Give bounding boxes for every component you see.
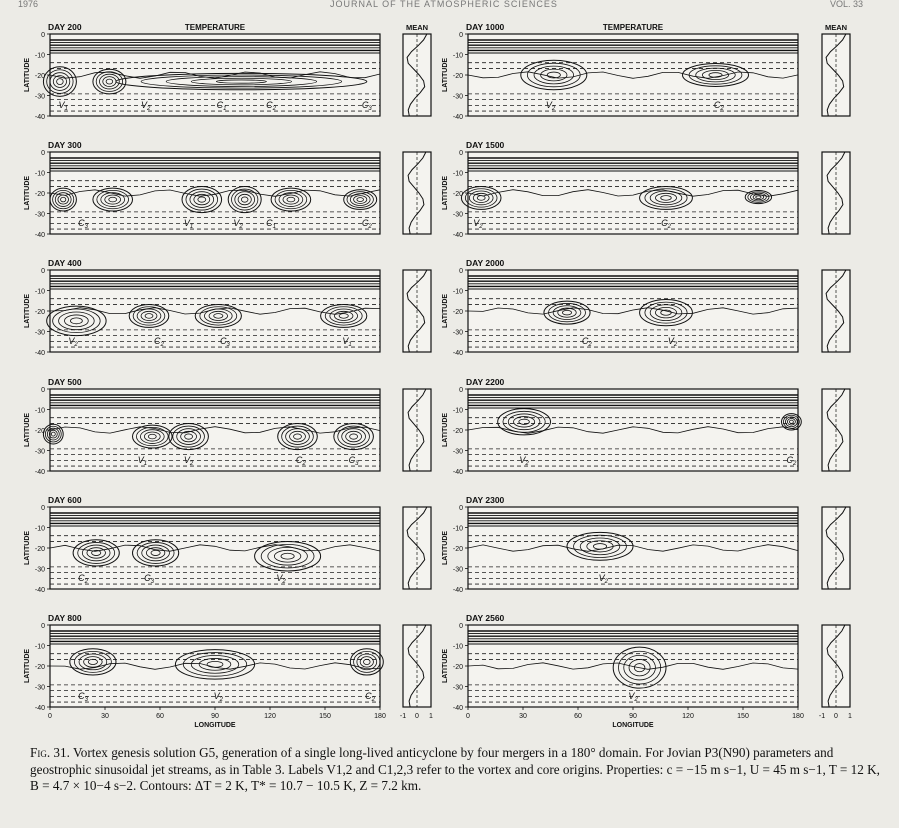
vortex-label: $C_2$: [153, 336, 164, 348]
vortex-label: $C_2$: [361, 218, 372, 230]
y-tick-label: -10: [34, 288, 45, 296]
vortex-label-subscript: 2: [219, 697, 223, 703]
journal-title: JOURNAL OF THE ATMOSPHERIC SCIENCES: [330, 0, 558, 8]
y-tick-label: -10: [452, 407, 463, 415]
y-tick-label: -10: [452, 288, 463, 296]
vortex-label-subscript: 3: [84, 697, 88, 703]
latitude-label: LATITUDE: [24, 412, 31, 448]
y-tick-label: -40: [452, 705, 463, 712]
x-tick-label: 30: [101, 713, 109, 720]
vortex-label: $C_3$: [144, 573, 154, 585]
y-tick-label: -10: [34, 525, 45, 533]
panel-day-2560: [442, 613, 850, 712]
vortex-label-subscript: 2: [272, 106, 277, 112]
vortex-label: $V_2$: [598, 573, 608, 585]
vortex-label: $V_2$: [183, 455, 194, 467]
vortex-label-subscript: 2: [792, 461, 797, 467]
vortex-label: $V_2$: [628, 691, 638, 703]
latitude-label: LATITUDE: [24, 175, 31, 211]
vortex-label-subscript: 2: [720, 106, 724, 112]
x-tick-label: 90: [211, 713, 219, 720]
mean-label: MEAN: [405, 23, 429, 32]
vortex-label-subscript: 2: [368, 224, 372, 230]
panel-day-label: DAY 2560: [466, 613, 505, 623]
y-tick-label: -20: [452, 428, 463, 435]
y-tick-label: -30: [452, 684, 463, 692]
y-tick-label: -20: [34, 191, 45, 198]
vortex-label-subscript: 1: [143, 461, 148, 467]
vortex-label-subscript: 3: [368, 106, 372, 112]
y-tick-label: -40: [34, 114, 45, 121]
x-tick-label: 180: [374, 713, 386, 720]
mean-tick-label: 0: [834, 713, 838, 720]
temperature-label: TEMPERATURE: [184, 23, 246, 32]
panel-day-2000: [442, 258, 850, 357]
vortex-label: $C_3$: [78, 691, 88, 703]
x-tick-label: 150: [319, 713, 331, 720]
y-tick-label: 0: [459, 505, 463, 512]
x-tick-label: 120: [264, 713, 276, 720]
y-tick-label: -20: [452, 664, 463, 671]
longitude-label: LONGITUDE: [194, 722, 236, 729]
mean-tick-label: 0: [415, 713, 419, 720]
panel-day-label: DAY 1500: [466, 140, 505, 150]
y-tick-label: -20: [34, 309, 45, 316]
y-tick-label: 0: [459, 268, 463, 275]
vortex-label-subscript: 2: [74, 342, 78, 348]
vortex-label-subscript: 2: [371, 697, 376, 703]
vortex-label-subscript: 1: [223, 106, 227, 112]
vortex-label-subscript: 2: [239, 224, 243, 230]
y-tick-label: 0: [41, 268, 45, 275]
vortex-label: $C_2$: [78, 573, 88, 585]
y-tick-label: -10: [452, 643, 463, 651]
vortex-label: $V_2$: [233, 218, 243, 230]
y-tick-label: -30: [34, 684, 45, 692]
vortex-label: $C_3$: [361, 100, 372, 112]
panel-day-label: DAY 500: [48, 377, 82, 387]
vortex-label: $C_2$: [581, 336, 592, 348]
y-tick-label: -30: [34, 211, 45, 219]
vortex-label: $V_2$: [276, 573, 286, 585]
y-tick-label: 0: [41, 32, 45, 39]
vortex-label-subscript: 3: [84, 224, 88, 230]
vortex-label-subscript: 3: [355, 461, 359, 467]
y-tick-label: 0: [459, 150, 463, 157]
volume-number: VOL. 33: [830, 0, 864, 8]
y-tick-label: -40: [34, 587, 45, 594]
vortex-label: $C_3$: [348, 455, 359, 467]
y-tick-label: -40: [452, 469, 463, 476]
caption-label: Fig. 31.: [30, 745, 70, 760]
vortex-label: $V_2$: [68, 336, 78, 348]
panel-day-label: DAY 200: [48, 22, 82, 32]
panel-day-400: [24, 258, 431, 357]
latitude-label: LATITUDE: [24, 293, 31, 329]
vortex-label: $C_2$: [295, 455, 306, 467]
mean-label: MEAN: [824, 23, 848, 32]
y-tick-label: 0: [459, 32, 463, 39]
temperature-label: TEMPERATURE: [602, 23, 664, 32]
x-tick-label: 60: [156, 713, 164, 720]
vortex-label: $V_2$: [667, 336, 678, 348]
y-tick-label: -30: [34, 448, 45, 456]
panel-frame: [50, 389, 380, 471]
y-tick-label: -20: [34, 664, 45, 671]
vortex-label: $C_2$: [266, 100, 277, 112]
page-year: 1976: [18, 0, 39, 8]
y-tick-label: -40: [34, 350, 45, 357]
x-tick-label: 0: [48, 713, 52, 720]
latitude-label: LATITUDE: [442, 648, 449, 684]
panel-day-label: DAY 600: [48, 495, 82, 505]
panel-frame: [468, 389, 798, 471]
x-tick-label: 0: [466, 713, 470, 720]
mean-tick-label: 1: [848, 713, 852, 720]
y-tick-label: -20: [452, 73, 463, 80]
y-tick-label: -10: [452, 52, 463, 60]
vortex-label: $V_1$: [58, 100, 68, 112]
latitude-label: LATITUDE: [24, 648, 31, 684]
vortex-label-subscript: 2: [604, 579, 608, 585]
latitude-label: LATITUDE: [442, 530, 449, 566]
panel-day-800: [24, 613, 431, 712]
y-tick-label: -20: [452, 309, 463, 316]
vortex-label-subscript: 2: [673, 342, 678, 348]
panel-day-label: DAY 2000: [466, 258, 505, 268]
vortex-label: $V_2$: [519, 455, 529, 467]
y-tick-label: -30: [452, 448, 463, 456]
y-tick-label: 0: [459, 387, 463, 394]
vortex-label: $C_1$: [266, 218, 277, 230]
panel-day-1000: [442, 22, 850, 121]
y-tick-label: -30: [452, 566, 463, 574]
vortex-label: $C_2$: [661, 218, 671, 230]
vortex-label-subscript: 2: [147, 106, 151, 112]
vortex-label: $V_1$: [137, 455, 148, 467]
y-tick-label: -20: [34, 73, 45, 80]
vortex-label-subscript: 2: [525, 461, 529, 467]
mean-tick-label: 1: [429, 713, 433, 720]
y-tick-label: 0: [459, 623, 463, 630]
longitude-label: LONGITUDE: [612, 722, 654, 729]
latitude-label: LATITUDE: [442, 412, 449, 448]
vortex-label-subscript: 1: [64, 106, 68, 112]
panel-day-200: [24, 22, 431, 121]
panel-day-600: [24, 495, 431, 594]
y-tick-label: 0: [41, 623, 45, 630]
y-tick-label: -30: [34, 329, 45, 337]
vortex-label: $C_2$: [365, 691, 376, 703]
vortex-label-subscript: 1: [272, 224, 277, 230]
vortex-label-subscript: 2: [84, 579, 88, 585]
y-tick-label: -20: [34, 428, 45, 435]
mean-tick-label: -1: [818, 713, 826, 720]
vortex-label-subscript: 2: [634, 697, 638, 703]
panel-day-2300: [442, 495, 850, 594]
y-tick-label: -40: [34, 232, 45, 239]
panel-day-1500: [442, 140, 850, 239]
vortex-label: $C_2$: [713, 100, 724, 112]
figure-caption: [30, 745, 880, 795]
y-tick-label: -30: [34, 566, 45, 574]
y-tick-label: -20: [452, 191, 463, 198]
vortex-label-subscript: 2: [302, 461, 306, 467]
vortex-label-subscript: 2: [282, 579, 286, 585]
panel-day-500: [24, 377, 431, 476]
caption-text: Vortex genesis solution G5, generation of a single long-lived anticyclone by four mergers in a 180° domain. For Jovian P3(N90) parameters and geostrophic sinusoidal jet streams, as in Table 3. Labels V1,2 and C1,2,3 refer to the vortex and core origins. Properties: c = −15 m s−1, U = 45 m s−1, T = 12 K, B = 4.7 × 10−4 s−2. Contours: ΔT = 2 K, T* = 10.7 − 10.5 K, Z = 7.2 km.: [30, 745, 880, 793]
vortex-label: $C_3$: [219, 336, 230, 348]
mean-tick-label: -1: [399, 713, 407, 720]
vortex-label: $V_1$: [183, 218, 194, 230]
y-tick-label: 0: [41, 150, 45, 157]
vortex-label-subscript: 2: [667, 224, 671, 230]
vortex-label-subscript: 2: [588, 342, 592, 348]
vortex-label: $V_2$: [545, 100, 556, 112]
x-tick-label: 60: [574, 713, 582, 720]
y-tick-label: -20: [34, 546, 45, 553]
vortex-label: $C_3$: [78, 218, 88, 230]
y-tick-label: -40: [34, 469, 45, 476]
panel-day-label: DAY 1000: [466, 22, 505, 32]
vortex-label: $C_2$: [786, 455, 797, 467]
x-tick-label: 120: [682, 713, 694, 720]
panel-day-label: DAY 400: [48, 258, 82, 268]
y-tick-label: -10: [34, 170, 45, 178]
vortex-label: $C_1$: [216, 100, 227, 112]
y-tick-label: -40: [34, 705, 45, 712]
panel-day-2200: [442, 377, 850, 476]
y-tick-label: -40: [452, 350, 463, 357]
y-tick-label: -30: [452, 211, 463, 219]
y-tick-label: 0: [41, 505, 45, 512]
panel-day-300: [24, 140, 431, 239]
y-tick-label: -30: [34, 93, 45, 101]
y-tick-label: -30: [452, 329, 463, 337]
vortex-label-subscript: 2: [160, 342, 164, 348]
vortex-label: $V_2$: [473, 218, 483, 230]
vortex-label: $V_2$: [141, 100, 151, 112]
latitude-label: LATITUDE: [24, 57, 31, 93]
y-tick-label: -10: [452, 525, 463, 533]
panel-day-label: DAY 800: [48, 613, 82, 623]
x-tick-label: 180: [792, 713, 804, 720]
latitude-label: LATITUDE: [442, 293, 449, 329]
y-tick-label: -10: [34, 52, 45, 60]
vortex-label-subscript: 2: [189, 461, 194, 467]
y-tick-label: -40: [452, 587, 463, 594]
y-tick-label: 0: [41, 387, 45, 394]
panel-day-label: DAY 300: [48, 140, 82, 150]
y-tick-label: -10: [452, 170, 463, 178]
vortex-label-subscript: 1: [189, 224, 194, 230]
y-tick-label: -40: [452, 114, 463, 121]
panel-frame: [50, 152, 380, 234]
vortex-label: $V_1$: [342, 336, 352, 348]
vortex-label-subscript: 2: [551, 106, 556, 112]
latitude-label: LATITUDE: [24, 530, 31, 566]
y-tick-label: -30: [452, 93, 463, 101]
vortex-label-subscript: 3: [226, 342, 230, 348]
y-tick-label: -20: [452, 546, 463, 553]
y-tick-label: -10: [34, 407, 45, 415]
latitude-label: LATITUDE: [442, 175, 449, 211]
panel-day-label: DAY 2200: [466, 377, 505, 387]
x-tick-label: 30: [519, 713, 527, 720]
y-tick-label: -10: [34, 643, 45, 651]
panel-day-label: DAY 2300: [466, 495, 505, 505]
x-tick-label: 90: [629, 713, 637, 720]
latitude-label: LATITUDE: [442, 57, 449, 93]
x-tick-label: 150: [737, 713, 749, 720]
y-tick-label: -40: [452, 232, 463, 239]
vortex-label: $V_2$: [213, 691, 223, 703]
vortex-label-subscript: 2: [479, 224, 483, 230]
vortex-label-subscript: 3: [150, 579, 154, 585]
panel-frame: [468, 270, 798, 352]
vortex-label-subscript: 1: [348, 342, 352, 348]
